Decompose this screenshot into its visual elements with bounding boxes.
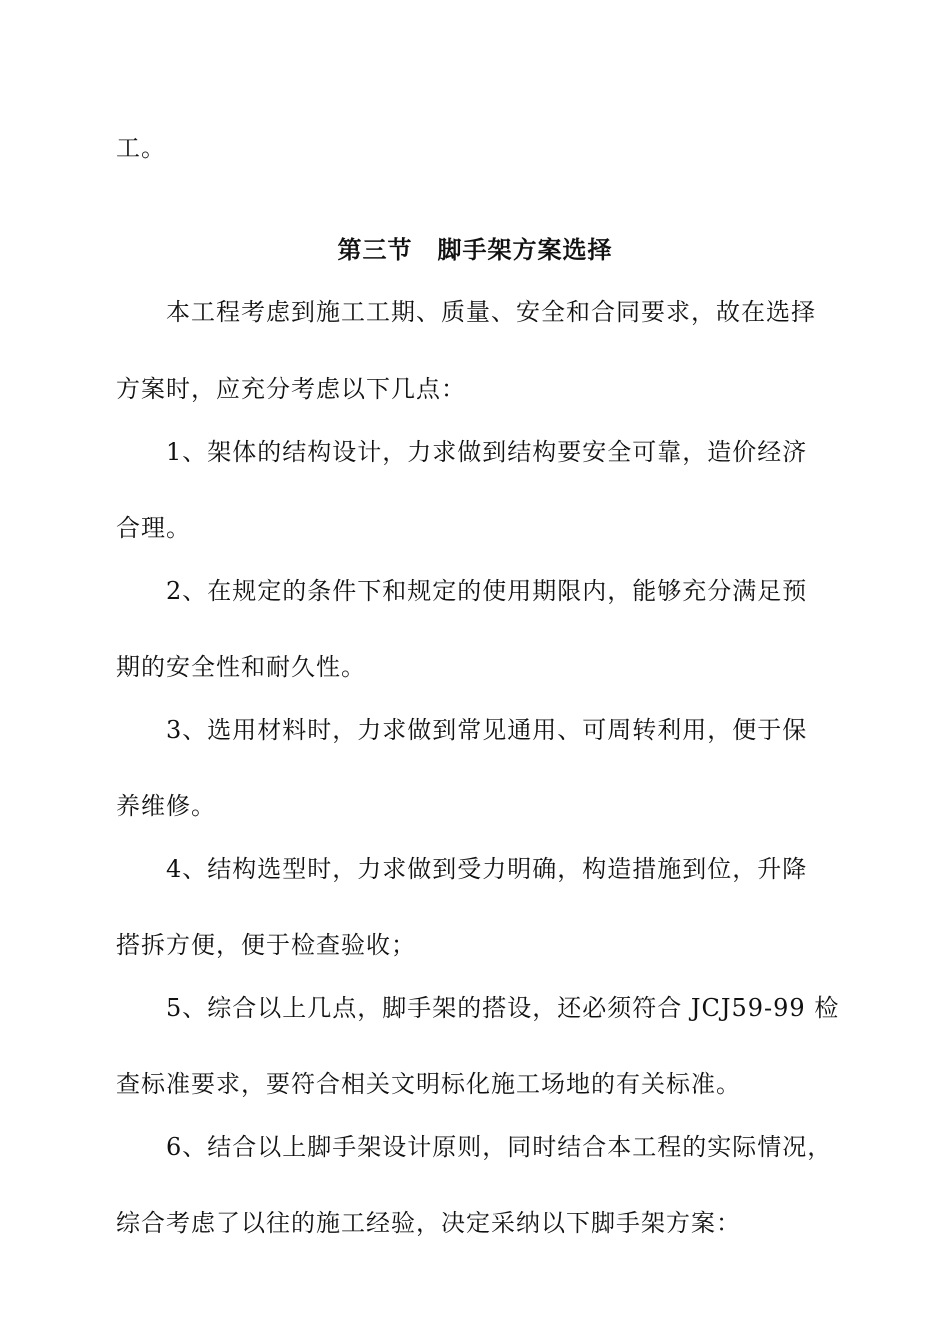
paragraph-6-line-1: 5、综合以上几点，脚手架的搭设，还必须符合 JCJ59-99 检 (166, 994, 840, 1022)
paragraph-2-line-2: 合理。 (116, 514, 191, 542)
paragraph-5-line-2: 搭拆方便，便于检查验收； (116, 931, 416, 959)
continued-text: 工。 (116, 134, 166, 162)
paragraph-5-line-1: 4、结构选型时，力求做到受力明确，构造措施到位，升降 (166, 855, 808, 883)
section-heading: 第三节 脚手架方案选择 (337, 236, 613, 264)
paragraph-4-line-1: 3、选用材料时，力求做到常见通用、可周转利用，便于保 (166, 716, 808, 744)
paragraph-7-line-2: 综合考虑了以往的施工经验，决定采纳以下脚手架方案： (116, 1209, 741, 1237)
paragraph-7-line-1: 6、结合以上脚手架设计原则，同时结合本工程的实际情况， (166, 1133, 833, 1161)
paragraph-3-line-2: 期的安全性和耐久性。 (116, 653, 366, 681)
paragraph-4-line-2: 养维修。 (116, 792, 216, 820)
paragraph-6-line-2: 查标准要求，要符合相关文明标化施工场地的有关标准。 (116, 1070, 741, 1098)
paragraph-2-line-1: 1、架体的结构设计，力求做到结构要安全可靠，造价经济 (166, 438, 808, 466)
paragraph-1-line-2: 方案时，应充分考虑以下几点： (116, 375, 466, 403)
paragraph-3-line-1: 2、在规定的条件下和规定的使用期限内，能够充分满足预 (166, 577, 808, 605)
paragraph-1-line-1: 本工程考虑到施工工期、质量、安全和合同要求，故在选择 (166, 298, 816, 326)
